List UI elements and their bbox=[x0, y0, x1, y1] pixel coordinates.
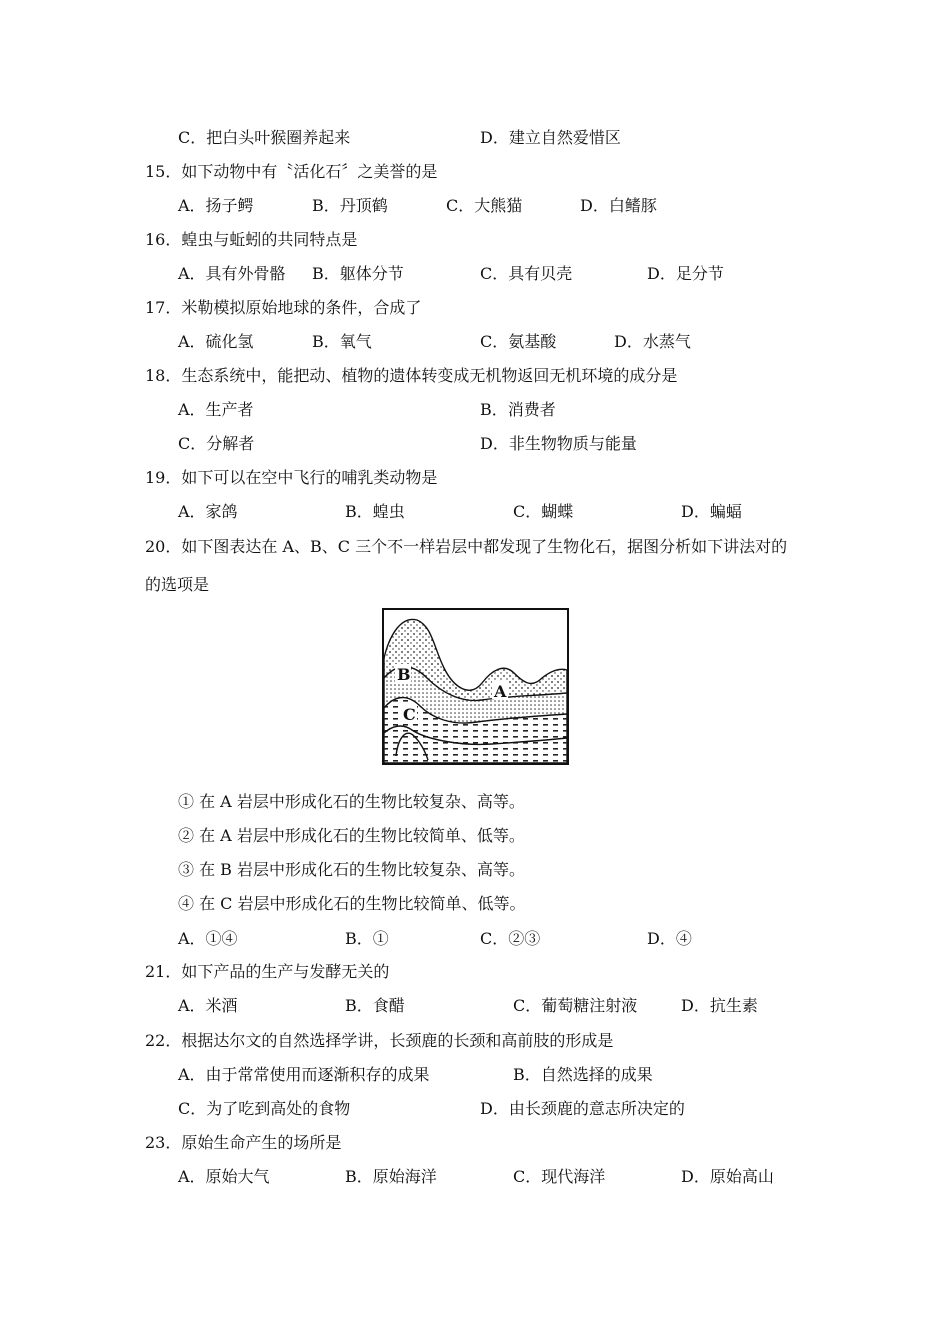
q23-option-a: A．原始大气 bbox=[178, 1167, 270, 1186]
q17-option-a: A．硫化氢 bbox=[178, 332, 254, 351]
q17-option-b: B．氧气 bbox=[312, 332, 372, 351]
q21-option-b: B．食醋 bbox=[345, 996, 405, 1015]
q22-option-a: A．由于常常使用而逐渐积存的成果 bbox=[178, 1065, 430, 1084]
q20-statement-4: ④ 在 C 岩层中形成化石的生物比较简单、低等。 bbox=[178, 894, 526, 913]
q15-option-b: B．丹顶鹤 bbox=[312, 196, 388, 215]
q23-option-d: D．原始高山 bbox=[681, 1167, 774, 1186]
stratum-label-c: C bbox=[403, 705, 416, 724]
q16-option-c: C．具有贝壳 bbox=[480, 264, 573, 283]
q19-option-b: B．蝗虫 bbox=[345, 502, 405, 521]
question-19-stem: 19．如下可以在空中飞行的哺乳类动物是 bbox=[145, 468, 438, 487]
q18-option-a: A．生产者 bbox=[178, 400, 254, 419]
q20-option-c: C．②③ bbox=[480, 929, 541, 948]
q21-option-c: C．葡萄糖注射液 bbox=[513, 996, 638, 1015]
question-20-stem-continued: 的选项是 bbox=[145, 575, 210, 594]
q23-option-b: B．原始海洋 bbox=[345, 1167, 437, 1186]
q16-option-b: B．躯体分节 bbox=[312, 264, 404, 283]
q20-option-a: A．①④ bbox=[178, 929, 238, 948]
option-d: D．建立自然爱惜区 bbox=[480, 128, 621, 147]
q18-option-c: C．分解者 bbox=[178, 434, 255, 453]
q18-option-b: B．消费者 bbox=[480, 400, 556, 419]
q19-option-a: A．家鸽 bbox=[178, 502, 238, 521]
question-23-stem: 23．原始生命产生的场所是 bbox=[145, 1133, 342, 1152]
q20-option-d: D．④ bbox=[647, 929, 692, 948]
rock-strata-figure bbox=[382, 608, 569, 765]
q15-option-c: C．大熊猫 bbox=[446, 196, 523, 215]
q20-statement-1: ① 在 A 岩层中形成化石的生物比较复杂、高等。 bbox=[178, 792, 525, 811]
q17-option-d: D．水蒸气 bbox=[614, 332, 691, 351]
q20-statement-3: ③ 在 B 岩层中形成化石的生物比较复杂、高等。 bbox=[178, 860, 526, 879]
q17-option-c: C．氨基酸 bbox=[480, 332, 557, 351]
option-c: C．把白头叶猴圈养起来 bbox=[178, 128, 351, 147]
question-20-stem: 20．如下图表达在 A、B、C 三个不一样岩层中都发现了生物化石，据图分析如下讲法对的 bbox=[145, 537, 788, 556]
stratum-label-a: A bbox=[494, 682, 507, 701]
stratum-label-b: B bbox=[397, 665, 411, 684]
q15-option-a: A．扬子鳄 bbox=[178, 196, 254, 215]
q22-option-b: B．自然选择的成果 bbox=[513, 1065, 653, 1084]
question-18-stem: 18．生态系统中，能把动、植物的遗体转变成无机物返回无机环境的成分是 bbox=[145, 366, 678, 385]
question-21-stem: 21．如下产品的生产与发酵无关的 bbox=[145, 962, 390, 981]
q15-option-d: D．白鳍豚 bbox=[580, 196, 657, 215]
q22-option-c: C．为了吃到高处的食物 bbox=[178, 1099, 351, 1118]
q23-option-c: C．现代海洋 bbox=[513, 1167, 606, 1186]
q16-option-d: D．足分节 bbox=[647, 264, 724, 283]
question-22-stem: 22．根据达尔文的自然选择学讲，长颈鹿的长颈和高前肢的形成是 bbox=[145, 1031, 614, 1050]
q19-option-c: C．蝴蝶 bbox=[513, 502, 574, 521]
question-15-stem: 15．如下动物中有〝活化石〞之美誉的是 bbox=[145, 162, 438, 181]
q22-option-d: D．由长颈鹿的意志所决定的 bbox=[480, 1099, 685, 1118]
question-17-stem: 17．米勒模拟原始地球的条件，合成了 bbox=[145, 298, 422, 317]
q16-option-a: A．具有外骨骼 bbox=[178, 264, 286, 283]
q21-option-d: D．抗生素 bbox=[681, 996, 758, 1015]
q18-option-d: D．非生物物质与能量 bbox=[480, 434, 637, 453]
q20-statement-2: ② 在 A 岩层中形成化石的生物比较简单、低等。 bbox=[178, 826, 525, 845]
question-16-stem: 16．蝗虫与蚯蚓的共同特点是 bbox=[145, 230, 358, 249]
q19-option-d: D．蝙蝠 bbox=[681, 502, 742, 521]
q20-option-b: B．① bbox=[345, 929, 389, 948]
q21-option-a: A．米酒 bbox=[178, 996, 238, 1015]
